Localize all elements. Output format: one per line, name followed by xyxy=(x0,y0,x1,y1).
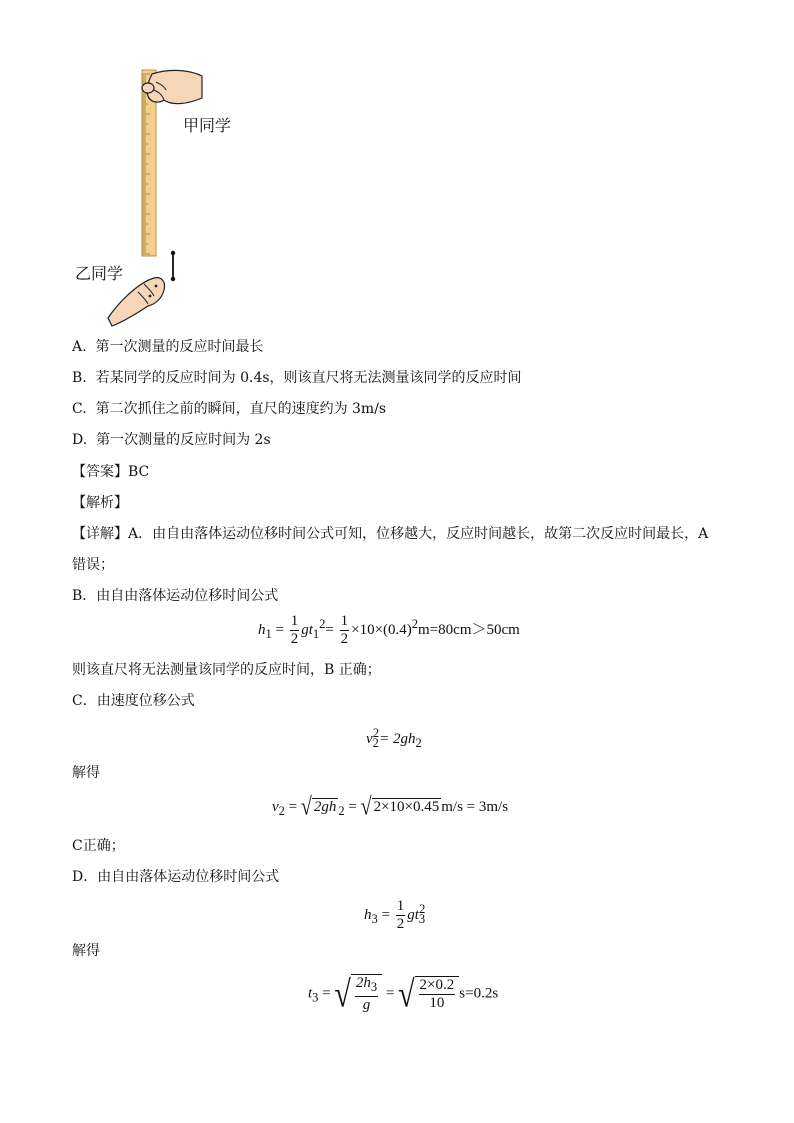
detail-d-intro: D．由自由落体运动位移时间公式 xyxy=(72,869,280,885)
sqrt: √ 2gh xyxy=(300,793,337,821)
sqrt: √ $\frac{2h_3}{g}$ xyxy=(334,974,382,1014)
option-text: 若某同学的反应时间为 0.4s，则该直尺将无法测量该同学的反应时间 xyxy=(95,370,522,386)
detail-a-line1: 【详解】A．由自由落体运动位移时间公式可知，位移越大，反应时间越长，故第二次反应时间最长，A xyxy=(72,526,709,542)
equation-5: $t_3$ = √ $\frac{2h_3}{g}$ = √ $\frac{2\times 0.2}{10}$ s=0.2s xyxy=(308,973,499,1015)
ruler-figure xyxy=(60,60,260,330)
equation-3: $v_2$ = √ 2gh $_2$ = √ 2×10×0.45 m/s = 3m/s xyxy=(272,793,509,821)
answer-value: BC xyxy=(128,464,150,480)
answer-line xyxy=(72,462,149,482)
sqrt: √ 2×10×0.45 xyxy=(360,793,440,821)
detail-tag: 【详解】 xyxy=(72,526,128,542)
equation-2: $v_2^2= 2gh_2$ xyxy=(366,726,422,750)
fraction: $\frac{1}{2}$ xyxy=(396,898,405,932)
equation-1: $h_1$ = $\frac{1}{2}$ $gt_1^2=$ $\frac{1}{2}$ $\times 10\times(0.4)^2m=80cm>50cm$ xyxy=(258,613,520,647)
ruler-illustration xyxy=(60,60,260,330)
lower-hand-icon xyxy=(108,278,165,326)
option-a xyxy=(72,337,263,357)
detail-c-solve: 解得 xyxy=(72,765,100,781)
fraction: $\frac{2\times 0.2}{10}$ xyxy=(419,977,455,1011)
answer-tag: 【答案】 xyxy=(72,464,128,480)
option-text: 第一次测量的反应时间为 2s xyxy=(96,432,271,448)
option-letter: B. xyxy=(72,370,87,386)
detail-b-conclusion: 则该直尺将无法测量该同学的反应时间，B 正确； xyxy=(72,662,381,678)
label-jia: 甲同学 xyxy=(183,116,232,135)
option-letter: D. xyxy=(72,432,88,448)
option-text: 第二次抓住之前的瞬间，直尺的速度约为 3m/s xyxy=(95,401,387,417)
detail-c-conclusion: C正确； xyxy=(72,838,125,854)
fraction: $\frac{2h_3}{g}$ xyxy=(355,975,378,1013)
fraction: $\frac{1}{2}$ xyxy=(340,613,349,647)
detail-c-intro: C．由速度位移公式 xyxy=(72,693,195,709)
detail-d-solve: 解得 xyxy=(72,943,100,959)
option-text: 第一次测量的反应时间最长 xyxy=(95,339,264,355)
label-yi: 乙同学 xyxy=(75,264,124,283)
analysis-tag: 【解析】 xyxy=(72,495,128,511)
option-d xyxy=(72,430,271,450)
equation-4: $h_3$ = $\frac{1}{2}$ $gt_3^2$ xyxy=(364,898,426,932)
option-b xyxy=(72,368,522,388)
option-letter: A. xyxy=(72,339,87,355)
detail-b-intro: B．由自由落体运动位移时间公式 xyxy=(72,588,279,604)
fraction: $\frac{1}{2}$ xyxy=(290,613,299,647)
upper-hand-icon xyxy=(142,70,202,103)
sqrt: √ $\frac{2\times 0.2}{10}$ xyxy=(398,976,459,1012)
option-c xyxy=(72,399,386,419)
option-letter: C. xyxy=(72,401,87,417)
detail-a-line2: 错误； xyxy=(72,557,114,573)
